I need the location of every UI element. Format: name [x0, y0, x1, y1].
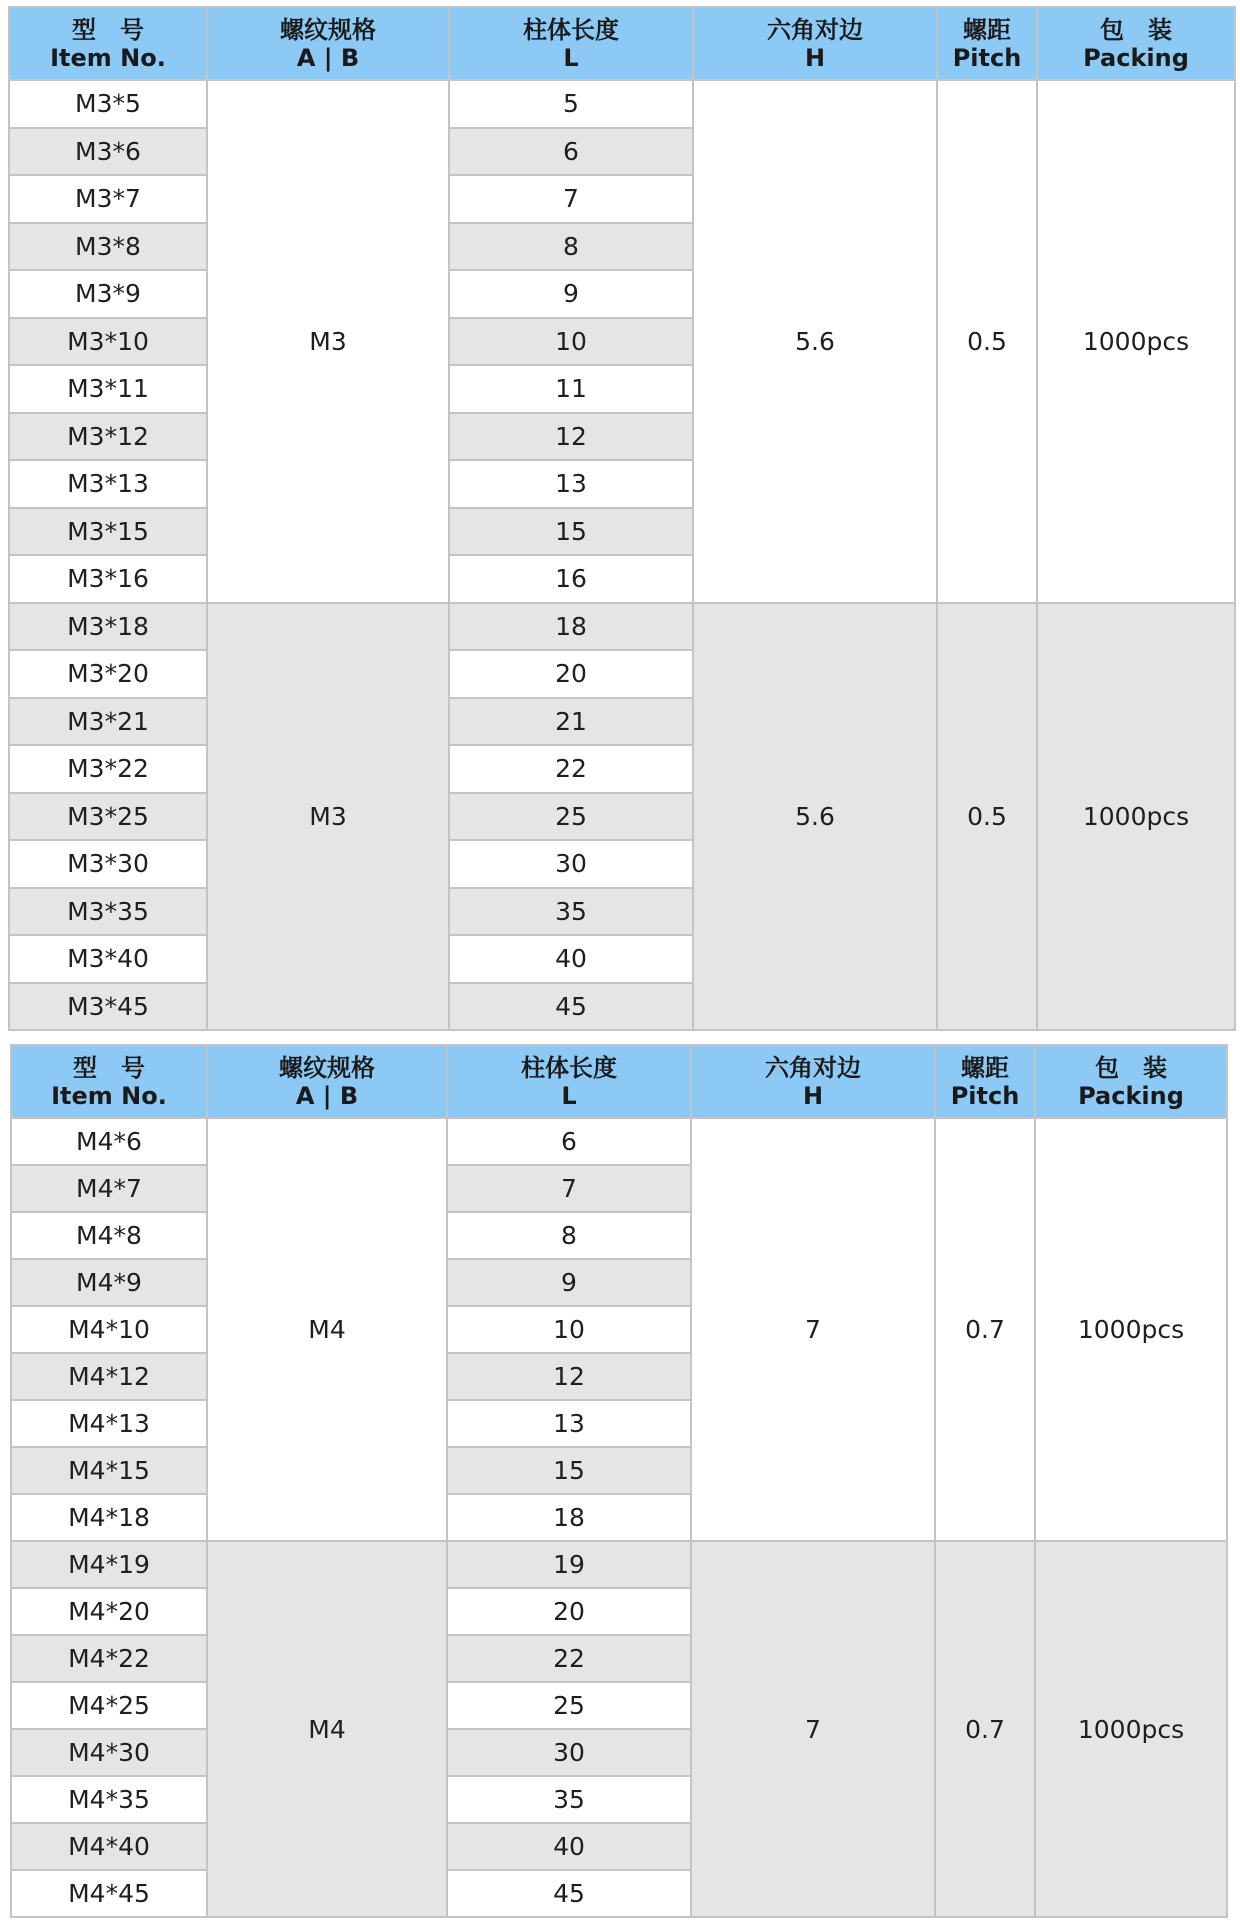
header-label-cn: 型 号: [73, 1053, 145, 1082]
item-no-cell: M3*7: [9, 175, 207, 223]
item-no-cell: M3*6: [9, 128, 207, 176]
header-item-no: [9, 7, 207, 80]
header-label-cn: 六角对边: [767, 15, 863, 44]
length-cell: 25: [449, 793, 693, 841]
length-cell: 9: [449, 270, 693, 318]
length-cell: 20: [447, 1588, 691, 1635]
length-cell: 18: [447, 1494, 691, 1541]
length-cell: 35: [447, 1776, 691, 1823]
thread-spec-cell: M4: [207, 1118, 447, 1541]
length-cell: 9: [447, 1259, 691, 1306]
header-packing: [1035, 1045, 1227, 1118]
length-cell: 7: [449, 175, 693, 223]
header-label-cn: 螺纹规格: [279, 1053, 375, 1082]
length-cell: 45: [449, 983, 693, 1031]
header-label-cn: 六角对边: [765, 1053, 861, 1082]
item-no-cell: M4*6: [11, 1118, 207, 1165]
item-no-cell: M4*35: [11, 1776, 207, 1823]
packing-cell: 1000pcs: [1037, 603, 1235, 1031]
length-cell: 6: [447, 1118, 691, 1165]
item-no-cell: M3*10: [9, 318, 207, 366]
header-label-en: Packing: [1078, 1081, 1184, 1110]
length-cell: 22: [447, 1635, 691, 1682]
header-label-cn: 型 号: [72, 15, 144, 44]
item-no-cell: M3*45: [9, 983, 207, 1031]
item-no-cell: M4*12: [11, 1353, 207, 1400]
item-no-cell: M3*15: [9, 508, 207, 556]
pitch-cell: 0.7: [935, 1118, 1035, 1541]
header-row: [9, 7, 1235, 80]
item-no-cell: M3*22: [9, 745, 207, 793]
header-label-cn: 柱体长度: [523, 15, 619, 44]
packing-cell: 1000pcs: [1037, 80, 1235, 603]
thread-spec-cell: M4: [207, 1541, 447, 1917]
length-cell: 45: [447, 1870, 691, 1917]
item-no-cell: M4*7: [11, 1165, 207, 1212]
header-label-cn: 螺距: [963, 15, 1011, 44]
header-label-en: L: [563, 43, 579, 72]
item-no-cell: M3*21: [9, 698, 207, 746]
item-no-cell: M3*8: [9, 223, 207, 271]
hex-width-cell: 5.6: [693, 603, 937, 1031]
item-no-cell: M4*30: [11, 1729, 207, 1776]
length-cell: 25: [447, 1682, 691, 1729]
table-row: [11, 1118, 1227, 1165]
item-no-cell: M4*19: [11, 1541, 207, 1588]
packing-cell: 1000pcs: [1035, 1541, 1227, 1917]
item-no-cell: M4*20: [11, 1588, 207, 1635]
item-no-cell: M3*11: [9, 365, 207, 413]
header-length: [449, 7, 693, 80]
thread-spec-cell: M3: [207, 603, 449, 1031]
length-cell: 18: [449, 603, 693, 651]
length-cell: 11: [449, 365, 693, 413]
header-label-en: H: [802, 1081, 824, 1110]
header-item-no: [11, 1045, 207, 1118]
header-label-cn: 包 装: [1100, 15, 1172, 44]
header-packing: [1037, 7, 1235, 80]
item-no-cell: M4*15: [11, 1447, 207, 1494]
item-no-cell: M3*12: [9, 413, 207, 461]
header-label-en: L: [561, 1081, 577, 1110]
hex-width-cell: 7: [691, 1541, 935, 1917]
item-no-cell: M3*40: [9, 935, 207, 983]
header-length: [447, 1045, 691, 1118]
length-cell: 30: [449, 840, 693, 888]
pitch-cell: 0.5: [937, 80, 1037, 603]
item-no-cell: M3*30: [9, 840, 207, 888]
item-no-cell: M3*35: [9, 888, 207, 936]
item-no-cell: M3*13: [9, 460, 207, 508]
length-cell: 35: [449, 888, 693, 936]
table-row: [9, 80, 1235, 128]
item-no-cell: M4*9: [11, 1259, 207, 1306]
packing-cell: 1000pcs: [1035, 1118, 1227, 1541]
item-no-cell: M4*8: [11, 1212, 207, 1259]
length-cell: 40: [447, 1823, 691, 1870]
length-cell: 5: [449, 80, 693, 128]
item-no-cell: M4*18: [11, 1494, 207, 1541]
item-no-cell: M4*10: [11, 1306, 207, 1353]
length-cell: 10: [447, 1306, 691, 1353]
hex-width-cell: 5.6: [693, 80, 937, 603]
header-label-en: A | B: [295, 1081, 359, 1110]
item-no-cell: M4*25: [11, 1682, 207, 1729]
header-hex-width: [693, 7, 937, 80]
header-label-en: Packing: [1083, 43, 1189, 72]
item-no-cell: M4*40: [11, 1823, 207, 1870]
header-label-en: Item No.: [51, 1081, 167, 1110]
header-pitch: [937, 7, 1037, 80]
item-no-cell: M3*20: [9, 650, 207, 698]
length-cell: 12: [447, 1353, 691, 1400]
thread-spec-cell: M3: [207, 80, 449, 603]
length-cell: 40: [449, 935, 693, 983]
length-cell: 7: [447, 1165, 691, 1212]
pitch-cell: 0.5: [937, 603, 1037, 1031]
header-label-en: Pitch: [952, 43, 1022, 72]
length-cell: 12: [449, 413, 693, 461]
length-cell: 22: [449, 745, 693, 793]
table-body: [9, 80, 1235, 1030]
header-row: [11, 1045, 1227, 1118]
length-cell: 8: [447, 1212, 691, 1259]
length-cell: 16: [449, 555, 693, 603]
length-cell: 15: [447, 1447, 691, 1494]
header-label-cn: 包 装: [1095, 1053, 1167, 1082]
length-cell: 10: [449, 318, 693, 366]
header-label-cn: 螺纹规格: [280, 15, 376, 44]
item-no-cell: M4*22: [11, 1635, 207, 1682]
header-label-en: Item No.: [50, 43, 166, 72]
table-row: [11, 1541, 1227, 1588]
header-label-en: A | B: [296, 43, 360, 72]
table-header: [11, 1045, 1227, 1118]
length-cell: 13: [449, 460, 693, 508]
table-header: [9, 7, 1235, 80]
length-cell: 8: [449, 223, 693, 271]
table-row: [9, 603, 1235, 651]
item-no-cell: M4*45: [11, 1870, 207, 1917]
length-cell: 6: [449, 128, 693, 176]
length-cell: 30: [447, 1729, 691, 1776]
item-no-cell: M3*16: [9, 555, 207, 603]
length-cell: 20: [449, 650, 693, 698]
item-no-cell: M3*5: [9, 80, 207, 128]
length-cell: 21: [449, 698, 693, 746]
item-no-cell: M3*25: [9, 793, 207, 841]
header-hex-width: [691, 1045, 935, 1118]
header-thread-spec: [207, 7, 449, 80]
hex-width-cell: 7: [691, 1118, 935, 1541]
header-label-cn: 螺距: [961, 1053, 1009, 1082]
header-label-en: Pitch: [950, 1081, 1020, 1110]
header-label-cn: 柱体长度: [521, 1053, 617, 1082]
length-cell: 19: [447, 1541, 691, 1588]
length-cell: 13: [447, 1400, 691, 1447]
item-no-cell: M4*13: [11, 1400, 207, 1447]
pitch-cell: 0.7: [935, 1541, 1035, 1917]
table-body: [11, 1118, 1227, 1917]
header-thread-spec: [207, 1045, 447, 1118]
item-no-cell: M3*18: [9, 603, 207, 651]
spec-table-m3: [8, 6, 1236, 1031]
length-cell: 15: [449, 508, 693, 556]
item-no-cell: M3*9: [9, 270, 207, 318]
header-pitch: [935, 1045, 1035, 1118]
spec-table-m4: [10, 1044, 1228, 1918]
header-label-en: H: [804, 43, 826, 72]
